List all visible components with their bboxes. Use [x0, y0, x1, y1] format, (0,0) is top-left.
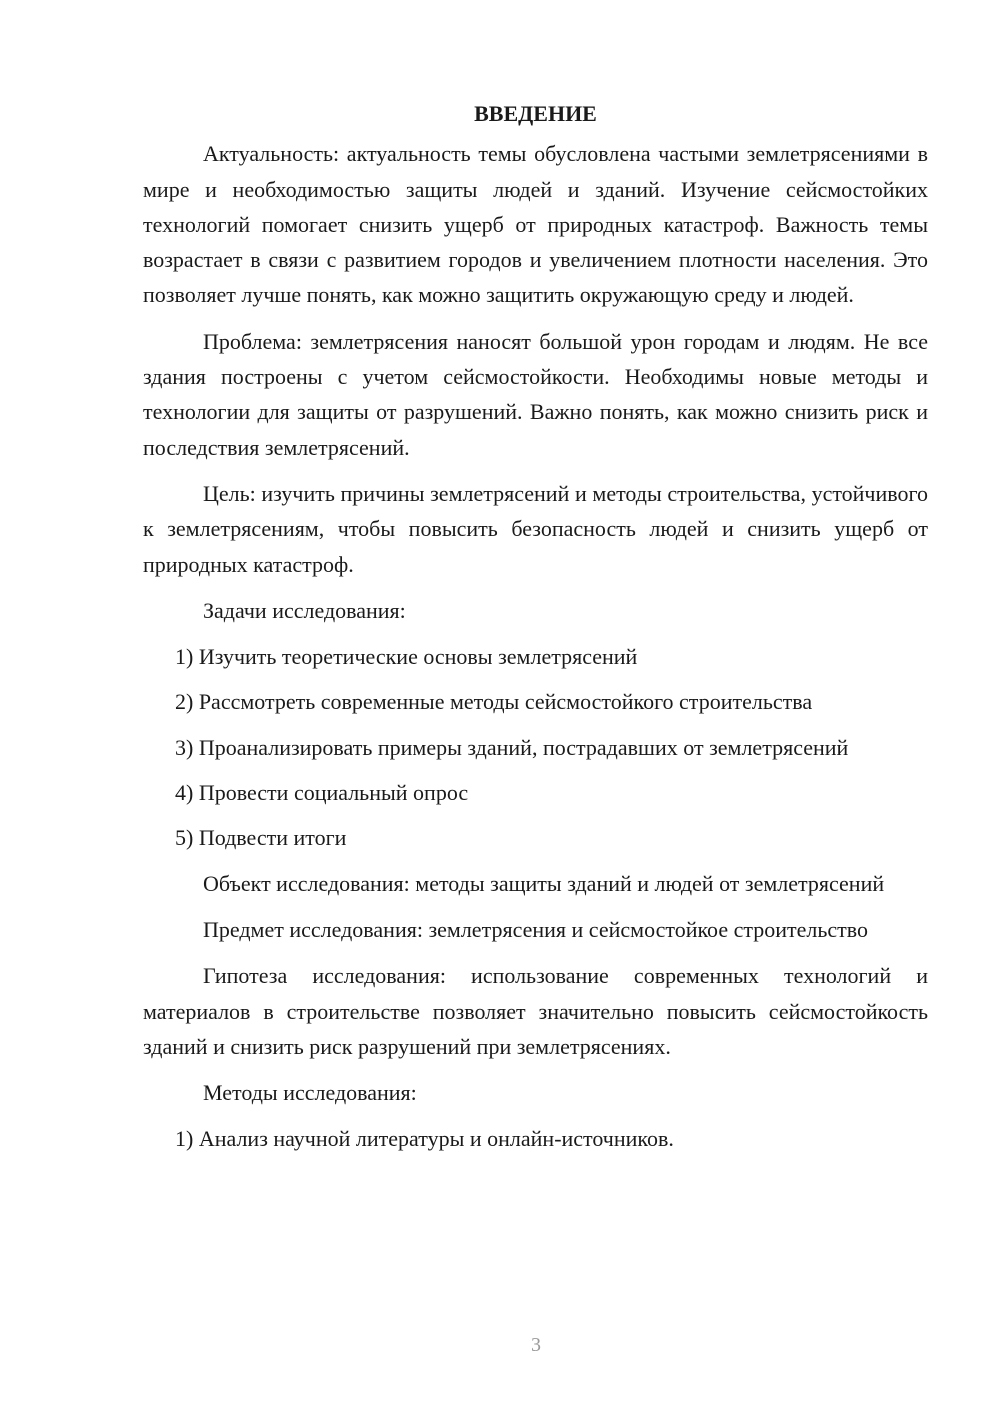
section-title: ВВЕДЕНИЕ [474, 101, 597, 126]
method-item: 1) Анализ научной литературы и онлайн-источников. [175, 1126, 674, 1152]
task-item: 4) Провести социальный опрос [175, 780, 469, 806]
task-item: 5) Подвести итоги [175, 825, 347, 851]
task-item: 1) Изучить теоретические основы землетрясений [175, 644, 638, 670]
paragraph-goal: Цель: изучить причины землетрясений и методы строительства, устойчивого к землетрясениям, чтобы повысить безопасность людей и снизить ущерб от природных катастроф. [143, 480, 928, 577]
paragraph-subject: Предмет исследования: землетрясения и сейсмостойкое строительство [203, 916, 869, 942]
paragraph-object: Объект исследования: методы защиты зданий и людей от землетрясений [203, 870, 885, 896]
task-item: 2) Рассмотреть современные методы сейсмостойкого строительства [175, 689, 813, 715]
paragraph-relevance: Актуальность: актуальность темы обусловлена частыми землетрясениями в мире и необходимостью защиты людей и зданий. Изучение сейсмостойких технологий помогает снизить ущерб от природных катастроф. Важность темы возрастает в связи с развитием городов и увеличением плотности населения. Это позволяет лучше понять, как можно защитить окружающую среду и людей. [143, 141, 928, 308]
methods-heading: Методы исследования: [203, 1080, 417, 1106]
page-number: 3 [531, 1334, 541, 1356]
page-content [143, 96, 928, 1167]
task-item: 3) Проанализировать примеры зданий, пострадавших от землетрясений [175, 734, 849, 760]
tasks-heading: Задачи исследования: [203, 597, 406, 623]
paragraph-problem: Проблема: землетрясения наносят большой урон городам и людям. Не все здания построены с учетом сейсмостойкости. Необходимы новые методы и технологии для защиты от разрушений. Важно понять, как можно снизить риск и последствия землетрясений. [143, 328, 928, 460]
paragraph-hypothesis: Гипотеза исследования: использование современных технологий и материалов в строительстве позволяет значительно повысить сейсмостойкость зданий и снизить риск разрушений при землетрясениях. [143, 963, 928, 1059]
